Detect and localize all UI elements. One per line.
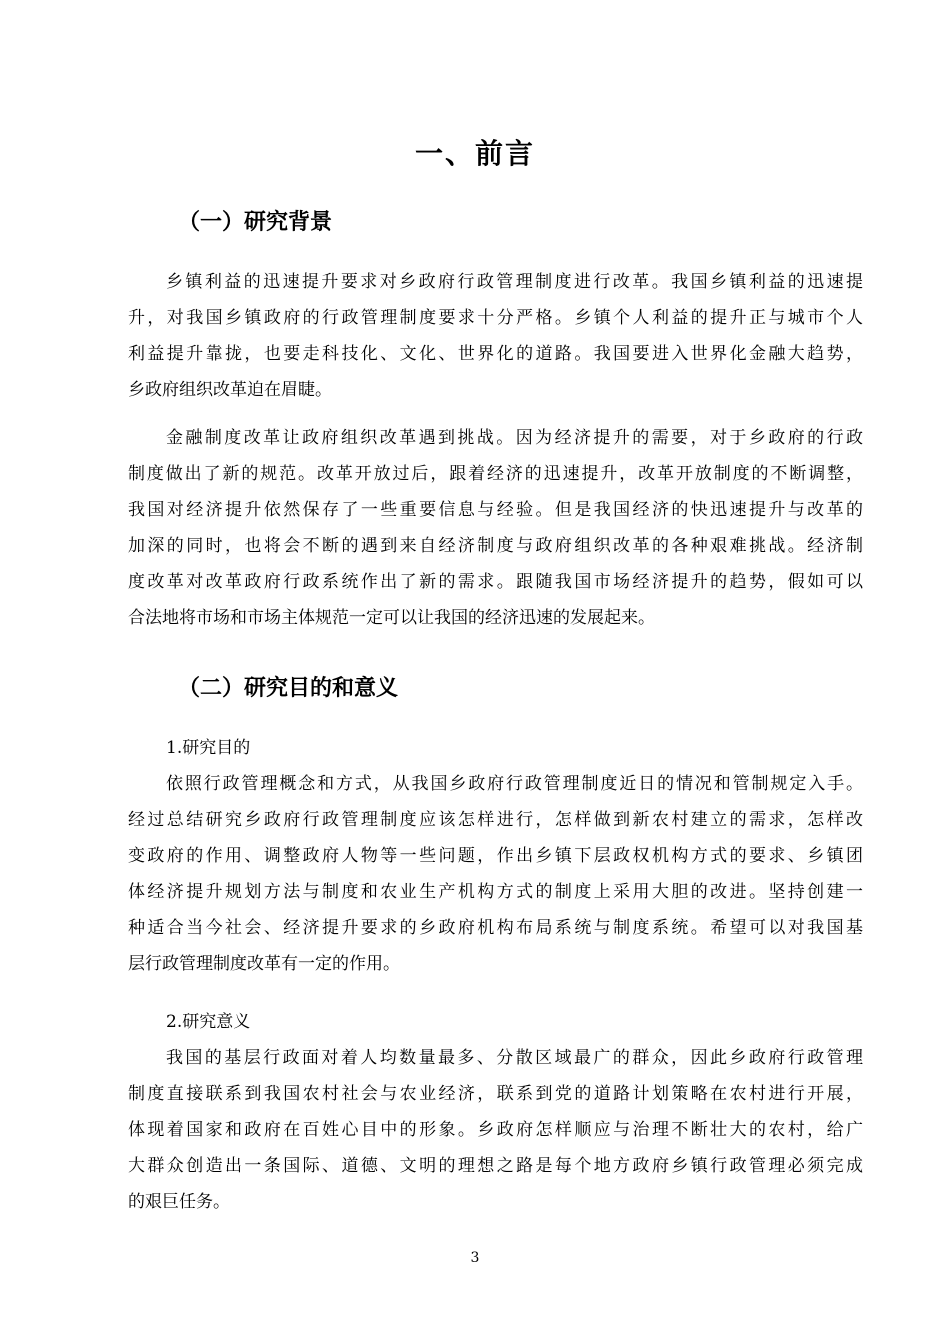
page-number: 3 — [470, 1250, 480, 1266]
text-line: 合法地将市场和市场主体规范一定可以让我国的经济迅速的发展起来。 — [128, 608, 655, 628]
text-line: 体现着国家和政府在百姓心目中的形象。乡政府怎样顺应与治理不断壮大的农村，给广 — [128, 1120, 863, 1140]
text-line: 种适合当今社会、经济提升要求的乡政府机构布局系统与制度系统。希望可以对我国基 — [128, 918, 863, 938]
paragraph-background-1 — [128, 264, 863, 408]
section-heading-background: （一）研究背景 — [178, 210, 333, 235]
text-line: 制度做出了新的规范。改革开放过后，跟着经济的迅速提升，改革开放制度的不断调整， — [128, 464, 863, 484]
chapter-heading: 一、前言 — [414, 137, 535, 170]
paragraph-purpose — [128, 766, 863, 982]
text-line: 升，对我国乡镇政府的行政管理制度要求十分严格。乡镇个人利益的提升正与城市个人 — [128, 308, 863, 328]
text-line: 层行政管理制度改革有一定的作用。 — [128, 954, 400, 974]
text-line: 依照行政管理概念和方式，从我国乡政府行政管理制度近日的情况和管制规定入手。 — [166, 774, 863, 794]
text-line: 金融制度改革让政府组织改革遇到挑战。因为经济提升的需要，对于乡政府的行政 — [166, 428, 863, 448]
paragraph-background-2 — [128, 420, 863, 636]
text-line: 乡镇利益的迅速提升要求对乡政府行政管理制度进行改革。我国乡镇利益的迅速提 — [166, 272, 863, 292]
text-line: 大群众创造出一条国际、道德、文明的理想之路是每个地方政府乡镇行政管理必须完成 — [128, 1156, 863, 1176]
subsection-heading-purpose: 1.研究目的 — [166, 738, 251, 758]
text-line: 变政府的作用、调整政府人物等一些问题，作出乡镇下层政权机构方式的要求、乡镇团 — [128, 846, 863, 866]
paragraph-significance — [128, 1040, 863, 1220]
text-line: 经过总结研究乡政府行政管理制度应该怎样进行，怎样做到新农村建立的需求，怎样改 — [128, 810, 863, 830]
text-line: 度改革对改革政府行政系统作出了新的需求。跟随我国市场经济提升的趋势，假如可以 — [128, 572, 863, 592]
text-line: 利益提升靠拢，也要走科技化、文化、世界化的道路。我国要进入世界化金融大趋势， — [128, 344, 863, 364]
text-line: 我国对经济提升依然保存了一些重要信息与经验。但是我国经济的快迅速提升与改革的 — [128, 500, 863, 520]
text-line: 的艰巨任务。 — [128, 1192, 230, 1212]
section-heading-purpose: （二）研究目的和意义 — [178, 676, 399, 701]
text-line: 制度直接联系到我国农村社会与农业经济，联系到党的道路计划策略在农村进行开展， — [128, 1084, 863, 1104]
subsection-heading-significance: 2.研究意义 — [166, 1012, 251, 1032]
text-line: 乡政府组织改革迫在眉睫。 — [128, 380, 332, 400]
text-line: 我国的基层行政面对着人均数量最多、分散区域最广的群众，因此乡政府行政管理 — [166, 1048, 863, 1068]
text-line: 加深的同时，也将会不断的遇到来自经济制度与政府组织改革的各种艰难挑战。经济制 — [128, 536, 863, 556]
text-line: 体经济提升规划方法与制度和农业生产机构方式的制度上采用大胆的改进。坚持创建一 — [128, 882, 863, 902]
